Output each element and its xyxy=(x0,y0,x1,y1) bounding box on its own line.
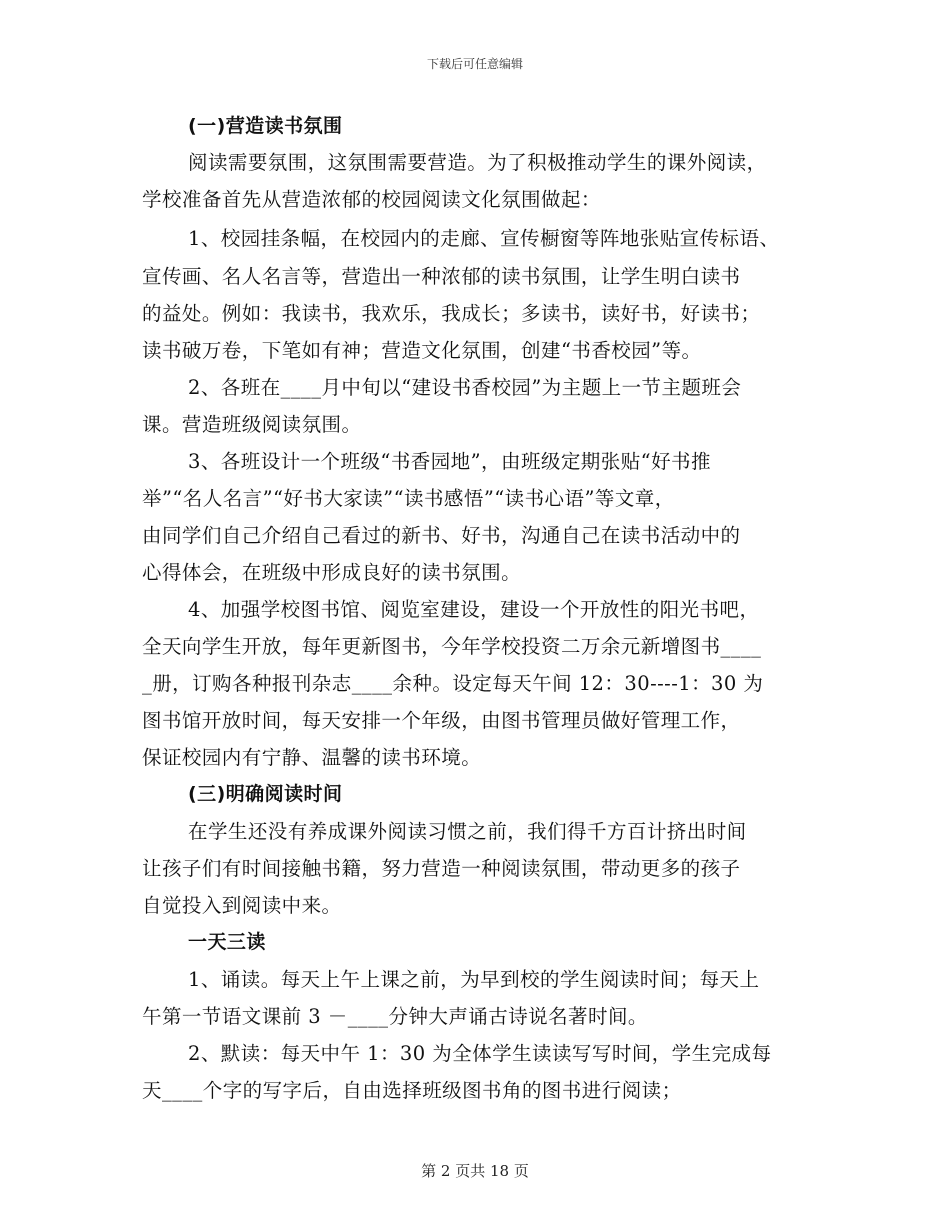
paragraph-line: 自觉投入到阅读中来。 xyxy=(142,894,342,917)
paragraph-line: 读书破万卷，下笔如有神；营造文化氛围，创建“书香校园”等。 xyxy=(142,339,702,362)
list-item-line: 4、加强学校图书馆、阅览室建设，建设一个开放性的阳光书吧， xyxy=(188,598,760,621)
section-heading-atmosphere: (一)营造读书氛围 xyxy=(188,115,343,137)
paragraph-line: 保证校园内有宁静、温馨的读书环境。 xyxy=(142,746,482,769)
list-item-line: 2、各班在____月中旬以“建设书香校园”为主题上一节主题班会 xyxy=(188,376,742,399)
paragraph-line: 由同学们自己介绍自己看过的新书、好书，沟通自己在读书活动中的 xyxy=(142,524,741,547)
paragraph-line: 宣传画、名人名言等，营造出一种浓郁的读书氛围，让学生明白读书 xyxy=(142,265,741,288)
paragraph-line: 图书馆开放时间，每天安排一个年级，由图书管理员做好管理工作， xyxy=(142,709,741,732)
paragraph-line: 学校准备首先从营造浓郁的校园阅读文化氛围做起： xyxy=(142,188,601,211)
paragraph-line: 课。营造班级阅读氛围。 xyxy=(142,413,362,436)
paragraph-line: 阅读需要氛围，这氛围需要营造。为了积极推动学生的课外阅读， xyxy=(188,151,767,174)
paragraph-line: _册，订购各种报刊杂志____余种。设定每天午间 12：30----1：30 为 xyxy=(142,672,764,695)
paragraph-line: 天____个字的写字后，自由选择班级图书角的图书进行阅读； xyxy=(142,1079,682,1102)
paragraph-line: 全天向学生开放，每年更新图书，今年学校投资二万余元新增图书____ xyxy=(142,635,762,658)
page-footer: 第 2 页共 18 页 xyxy=(421,1162,529,1180)
paragraph-line: 心得体会，在班级中形成良好的读书氛围。 xyxy=(142,561,522,584)
list-item-line: 3、各班设计一个班级“书香园地”，由班级定期张贴“好书推 xyxy=(188,450,711,473)
list-item-line: 1、校园挂条幅，在校园内的走廊、宣传橱窗等阵地张贴宣传标语、 xyxy=(188,227,780,250)
paragraph-line: 午第一节语文课前 3 －____分钟大声诵古诗说名著时间。 xyxy=(142,1005,648,1028)
list-item-line: 2、默读：每天中午 1：30 为全体学生读读写写时间，学生完成每 xyxy=(188,1042,772,1065)
section-heading-reading-time: (三)明确阅读时间 xyxy=(188,783,343,805)
paragraph-line: 举”“名人名言”“好书大家读”“读书感悟”“读书心语”等文章， xyxy=(142,487,675,510)
list-item-line: 1、诵读。每天上午上课之前，为早到校的学生阅读时间；每天上 xyxy=(188,968,760,991)
page-header: 下载后可任意编辑 xyxy=(426,57,523,71)
paragraph-line: 在学生还没有养成课外阅读习惯之前，我们得千方百计挤出时间 xyxy=(188,820,747,843)
paragraph-line: 让孩子们有时间接触书籍，努力营造一种阅读氛围，带动更多的孩子 xyxy=(142,857,741,880)
subheading-three-readings: 一天三读 xyxy=(188,931,266,953)
paragraph-line: 的益处。例如：我读书，我欢乐，我成长；多读书，读好书，好读书； xyxy=(142,302,761,325)
